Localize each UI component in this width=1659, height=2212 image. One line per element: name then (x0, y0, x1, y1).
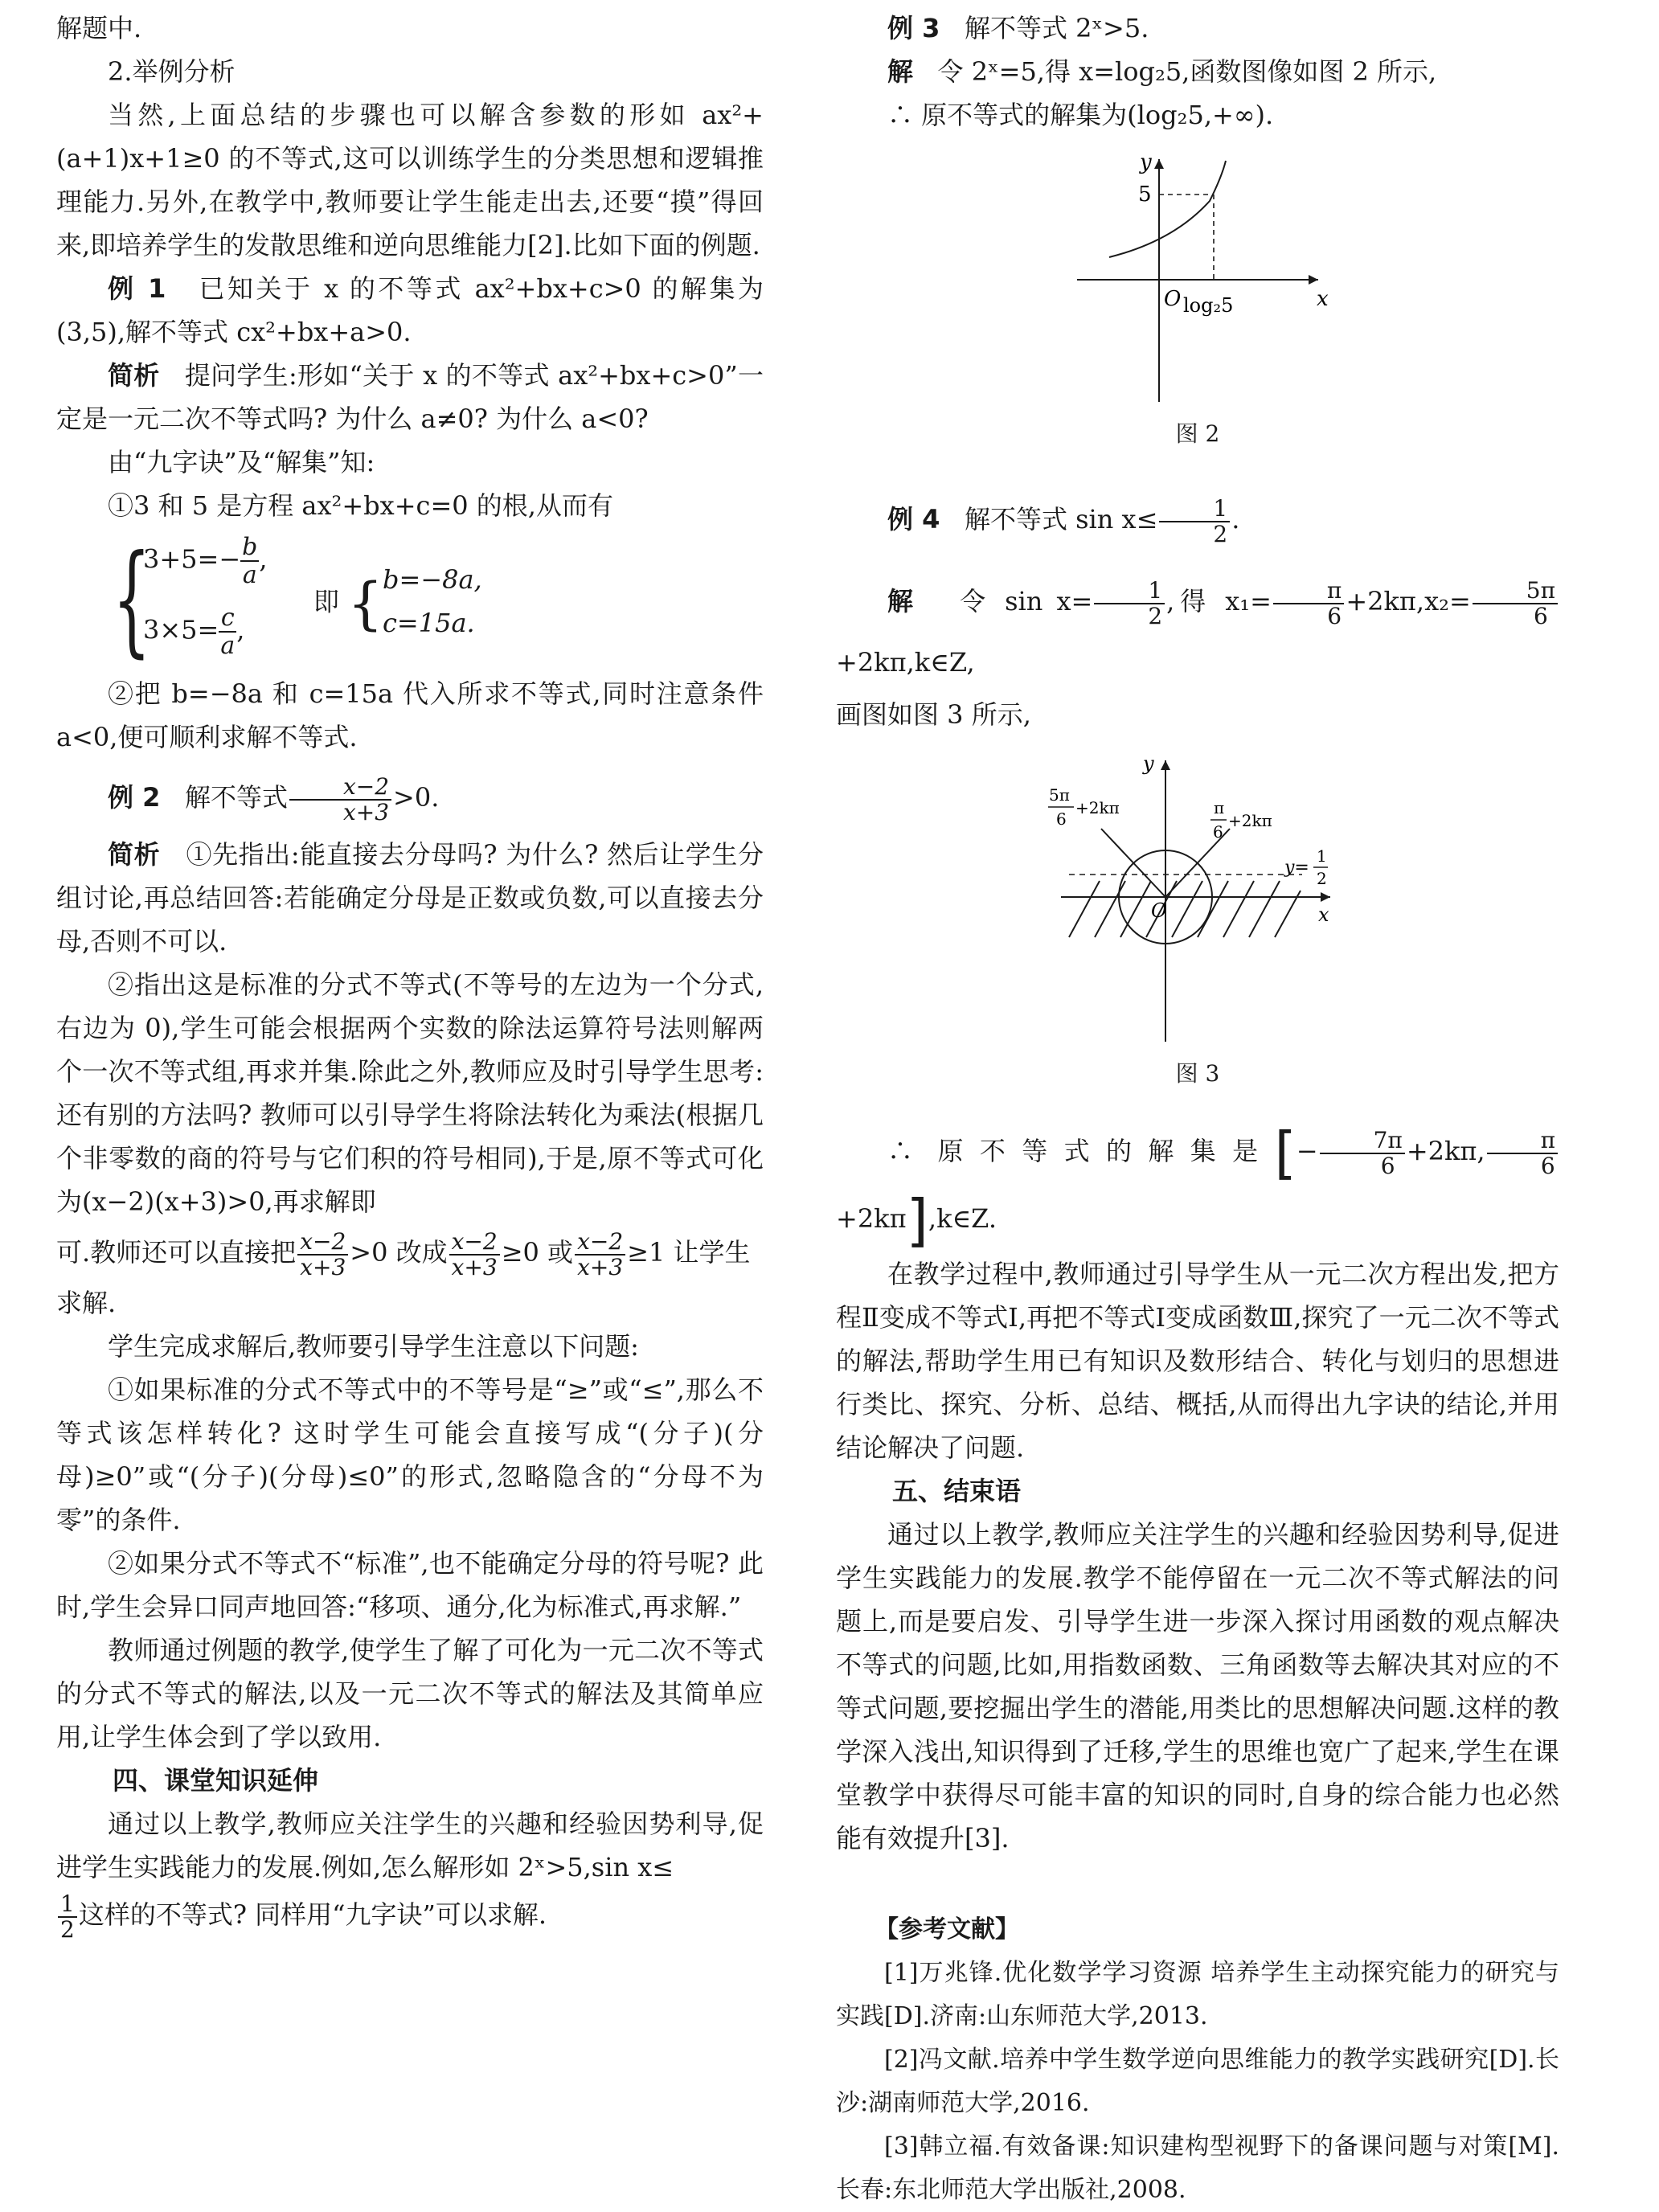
paragraph: 通过以上教学,教师应关注学生的兴趣和经验因势利导,促进学生实践能力的发展.例如,怎么解形如 2ˣ>5,sin x≤ (56, 1809, 764, 1882)
denominator: 6 (1380, 1152, 1395, 1179)
label-2: 2 (1317, 869, 1327, 888)
analysis-text: ①先指出:能直接去分母吗? 为什么? 然后让学生分组讨论,再总结回答:若能确定分母是正数或负数,可以直接去分母,否则不可以. (56, 839, 764, 956)
section-heading: 五、结束语 (892, 1476, 1022, 1506)
text-span: +2kπ,x₂= (1346, 586, 1471, 616)
denominator: 2 (60, 1915, 75, 1943)
example-label: 例 4 (887, 504, 940, 535)
analysis-text: 提问学生:形如“关于 x 的不等式 ax²+bx+c>0”一定是一元二次不等式吗? 为什么 a≠0? 为什么 a<0? (56, 360, 764, 434)
example-post: >0. (393, 782, 440, 813)
numerator: 7π (1320, 1129, 1405, 1153)
text-span: +2kπ, (1406, 1136, 1485, 1166)
paragraph: ①如果标准的分式不等式中的不等号是“≥”或“≤”,那么不等式该怎样转化? 这时学生可能会直接写成“(分子)(分母)≥0”或“(分子)(分母)≤0”的形式,忽略隐含的“分母不为零”的条件. (56, 1374, 764, 1535)
text-span: 可.教师还可以直接把 (56, 1237, 297, 1268)
label-6: 6 (1213, 822, 1223, 842)
paragraph: 当然,上面总结的步骤也可以解含参数的形如 ax²+(a+1)x+1≥0 的不等式,这可以训练学生的分类思想和逻辑推理能力.另外,在教学中,教师要让学生能走出去,还要“摸”得回来,即培养学生的发散思维和逆向思维能力[2].比如下面的例题. (56, 100, 764, 260)
numerator: b (242, 533, 258, 561)
paragraph: 通过以上教学,教师应关注学生的兴趣和经验因势利导,促进学生实践能力的发展.教学不能停留在一元二次不等式解法的问题上,而是要启发、引导学生进一步深入探讨用函数的观点解决不等式的问题,比如,用指数函数、三角函数等去解决其对应的不等式问题,要挖掘出学生的潜能,用类比的思想解决问题.这样的教学深入浅出,知识得到了迁移,学生的思维也宽广了起来,学生在课堂教学中获得尽可能丰富的知识的同时,自身的综合能力也必然能有效提升[3]. (836, 1519, 1559, 1854)
right-column (836, 0, 1559, 2212)
paragraph: 由“九字诀”及“解集”知: (108, 447, 375, 477)
denominator: 6 (1327, 602, 1342, 629)
paragraph: 教师通过例题的教学,使学生了解了可化为一元二次不等式的分式不等式的解法,以及一元二次不等式的解法及其简单应用,让学生体会到了学以致用. (56, 1635, 764, 1752)
result-2: c=15a. (383, 608, 475, 638)
example-text: 已知关于 x 的不等式 ax²+bx+c>0 的解集为(3,5),解不等式 cx²+bx+a>0. (56, 273, 764, 347)
text-span: +2kπ,k∈Z, (836, 647, 975, 678)
fraction (240, 534, 259, 588)
denominator: x+3 (342, 798, 390, 825)
example-3-solution (836, 50, 1559, 93)
log-label: log₂5 (1183, 294, 1234, 317)
label-pi: π (1214, 798, 1225, 817)
numerator: x−2 (575, 1230, 625, 1255)
paragraph (56, 1223, 764, 1281)
numerator: x−2 (289, 775, 391, 800)
fraction (1094, 579, 1165, 628)
origin-label: O (1151, 899, 1167, 922)
hatch-region (1069, 881, 1301, 937)
text-span: − (1296, 1136, 1318, 1166)
reference-item: [3]韩立福.有效备课:知识建构型视野下的备课问题与对策[M].长春:东北师范大学出版社,2008. (836, 2132, 1559, 2204)
paragraph: ②指出这是标准的分式不等式(不等号的左边为一个分式,右边为 0),学生可能会根据两个实数的除法运算符号法则解两个一次不等式组,再求并集.除此之外,教师应及时引导学生思考:还有别的方法吗? 教师可以引导学生将除法转化为乘法(根据几个非零数的商的符号与它们积的符号相同),于是,原不等式可化为(x−2)(x+3)>0,再求解即 (56, 969, 764, 1217)
example-4-result (836, 1117, 1559, 1252)
label-5pi: 5π (1049, 785, 1070, 805)
reference-item: [1]万兆锋.优化数学学习资源 培养学生主动探究能力的研究与实践[D].济南:山东师范大学,2013. (836, 1959, 1559, 2030)
numerator: 1 (1094, 579, 1165, 604)
x-label: x (1318, 903, 1329, 926)
x-arrow (1309, 275, 1318, 285)
example-4: 例 4 解不等式 sin x≤ $\frac{1}{2}$ . (887, 495, 1240, 547)
text-span: >0 改成 (350, 1237, 448, 1268)
system-result (313, 571, 383, 637)
fraction (219, 604, 236, 659)
solution-label: 解 (887, 586, 919, 616)
fraction (575, 1230, 625, 1279)
denominator: 2 (1148, 602, 1163, 629)
solution-text: 令 2ˣ=5,得 x=log₂5,函数图像如图 2 所示, (937, 56, 1437, 87)
left-column (56, 0, 764, 1941)
x-arrow (1321, 892, 1330, 902)
example-3 (836, 6, 1559, 50)
result-1: b=−8a, (383, 564, 482, 595)
text-span: ,k∈Z. (928, 1203, 997, 1234)
example-pre: 解不等式 sin x≤ (964, 504, 1158, 535)
numerator: π (1487, 1129, 1558, 1153)
example-label: 例 2 (108, 782, 161, 813)
text-span: 令 sin x= (960, 586, 1093, 616)
five-label: 5 (1138, 182, 1152, 207)
denominator: a (220, 632, 236, 660)
denominator: a (242, 561, 257, 589)
fraction (58, 1892, 77, 1941)
paragraph: 求解. (56, 1288, 117, 1318)
paragraph: ∴ 原不等式的解集为(log₂5,+∞). (887, 100, 1274, 130)
text-span: ∴ 原不等式的解集是 (887, 1136, 1275, 1166)
example-label: 例 3 (887, 13, 940, 43)
system-line-1: 3+5=− $\frac{b}{a}$ , (143, 533, 268, 589)
x-label: x (1317, 287, 1329, 311)
example-1 (56, 267, 764, 354)
left-brace: { (113, 530, 151, 670)
system-line-2: 3×5= $\frac{c}{a}$ , (143, 604, 245, 660)
numerator: x−2 (297, 1230, 348, 1255)
sys-text: 3×5= (143, 614, 219, 645)
fraction (1273, 579, 1344, 628)
analysis-label: 简析 (108, 360, 160, 391)
label-6: 6 (1056, 809, 1067, 829)
denominator: 6 (1533, 602, 1548, 629)
denominator: 2 (1213, 520, 1228, 547)
y-label: y (1143, 752, 1154, 775)
sys-text: 3+5=− (143, 543, 241, 575)
example-1-analysis (56, 354, 764, 440)
y-arrow (1161, 760, 1170, 770)
label-tail: +2kπ (1075, 798, 1120, 817)
fraction (449, 1230, 500, 1279)
numerator: c (219, 604, 236, 633)
figure-3-caption: 图 3 (1175, 1060, 1220, 1087)
numerator: 1 (58, 1892, 77, 1917)
paragraph: ①3 和 5 是方程 ax²+bx+c=0 的根,从而有 (108, 490, 613, 521)
inner-brace: { (347, 571, 383, 637)
fraction (1320, 1129, 1405, 1178)
fraction (1473, 579, 1558, 628)
label-tail: +2kπ (1228, 811, 1272, 830)
example-text: 解不等式 2ˣ>5. (964, 13, 1149, 43)
denominator: x+3 (577, 1253, 624, 1280)
fraction (289, 775, 391, 824)
sys-ji: 即 (313, 586, 340, 617)
equation-system (113, 527, 764, 672)
section-heading: 四、课堂知识延伸 (113, 1765, 319, 1796)
analysis-label: 简析 (108, 839, 161, 870)
example-2-analysis (56, 833, 764, 963)
numerator: 5π (1473, 579, 1558, 604)
label-yeq: y= (1284, 858, 1309, 878)
example-4-solution (836, 571, 1559, 693)
text-span: ≥1 让学生 (627, 1237, 751, 1268)
label-1: 1 (1317, 846, 1327, 866)
fraction (1159, 497, 1230, 546)
figure-2-caption: 图 2 (1175, 420, 1220, 447)
subsection-title: 2.举例分析 (108, 56, 236, 87)
denominator: 6 (1540, 1152, 1555, 1179)
example-2 (56, 768, 764, 826)
paragraph (56, 1889, 764, 1941)
exp-curve (1109, 161, 1226, 257)
origin-label: O (1164, 287, 1182, 311)
denominator: x+3 (300, 1253, 346, 1280)
reference-item: [2]冯文献.培养中学生数学逆向思维能力的教学实践研究[D].长沙:湖南师范大学,2016. (836, 2046, 1559, 2117)
paragraph: ②如果分式不等式不“标准”,也不能确定分母的符号呢? 此时,学生会异口同声地回答:“移项、通分,化为标准式,再求解.” (56, 1548, 764, 1622)
paragraph: 在教学过程中,教师通过引导学生从一元二次方程出发,把方程Ⅱ变成不等式Ⅰ,再把不等式Ⅰ变成函数Ⅲ,探究了一元二次不等式的解法,帮助学生用已有知识及数形结合、转化与划归的思想进行类比、探究、分析、总结、概括,从而得出九字诀的结论,并用结论解决了问题. (836, 1259, 1559, 1463)
solution-label: 解 (887, 56, 914, 87)
numerator: π (1273, 579, 1344, 604)
text-span: ,得 x₁= (1166, 586, 1272, 616)
fraction (297, 1230, 348, 1279)
figure-3-sine-graph (1045, 752, 1350, 1050)
y-arrow (1154, 159, 1164, 169)
y-label: y (1140, 150, 1152, 174)
references-heading: 【参考文献】 (875, 1915, 1019, 1944)
example-label: 例 1 (108, 273, 166, 304)
paragraph: 画图如图 3 所示, (836, 699, 1031, 730)
denominator: x+3 (451, 1253, 498, 1280)
example-pre: 解不等式 (184, 782, 288, 813)
text-span: 这样的不等式? 同样用“九字诀”可以求解. (78, 1899, 547, 1930)
left-bracket: [ (1274, 1120, 1296, 1186)
text-span: ≥0 或 (501, 1237, 574, 1268)
paragraph: 解题中. (56, 13, 142, 43)
numerator: x−2 (449, 1230, 500, 1255)
paragraph: ②把 b=−8a 和 c=15a 代入所求不等式,同时注意条件 a<0,便可顺利求解不等式. (56, 678, 764, 752)
right-bracket: ] (906, 1187, 928, 1254)
text-span: +2kπ (836, 1203, 907, 1234)
fraction (1487, 1129, 1558, 1178)
numerator: 1 (1159, 497, 1230, 522)
paragraph: 学生完成求解后,教师要引导学生注意以下问题: (108, 1331, 639, 1362)
figure-2-exp-graph (1061, 145, 1334, 410)
ray-5pi-6 (1101, 829, 1165, 897)
